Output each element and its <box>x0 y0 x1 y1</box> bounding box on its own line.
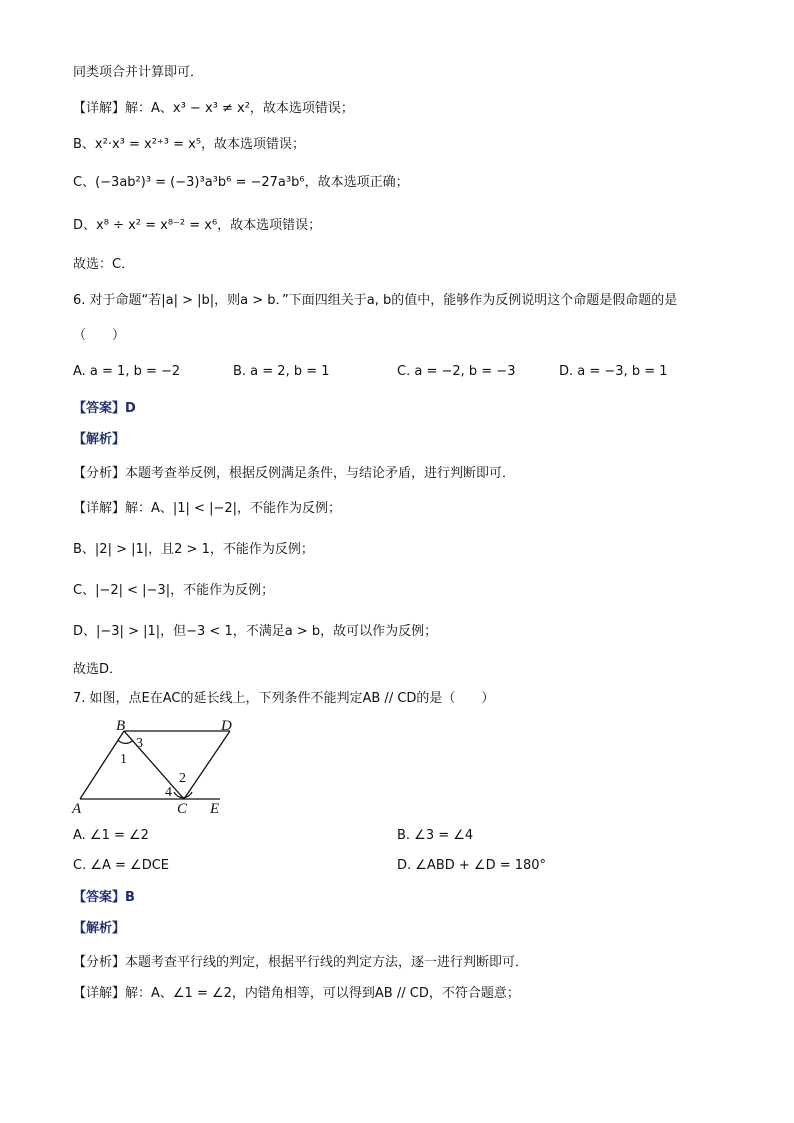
analysis-text: 【分析】本题考查举反例，根据反例满足条件，与结论矛盾，进行判断即可． <box>73 466 516 481</box>
label-c: C <box>177 801 188 816</box>
label-b: B <box>116 718 126 734</box>
detail-line: 【详解】解：A、∠1 = ∠2，内错角相等，可以得到AB // CD，不符合题意； <box>73 986 520 1001</box>
detail-line: C、|−2| < |−3|，不能作为反例； <box>73 583 275 598</box>
angle-arc-c <box>174 792 192 798</box>
option-d: D. ∠ABD + ∠D = 180° <box>397 858 547 873</box>
segment-cd <box>184 731 230 799</box>
option-d: D. a = −3, b = 1 <box>559 364 668 379</box>
option-b: B. ∠3 = ∠4 <box>397 828 474 843</box>
analysis-label: 【解析】 <box>73 921 126 936</box>
detail-line: B、|2| > |1|，且2 > 1，不能作为反例； <box>73 542 314 557</box>
option-a: A. ∠1 = ∠2 <box>73 828 149 843</box>
answer-label: 【答案】D <box>73 401 136 416</box>
detail-line: 【详解】解：A、|1| < |−2|，不能作为反例； <box>73 501 342 516</box>
question-6-bracket: （ ） <box>73 328 126 343</box>
analysis-label: 【解析】 <box>73 432 126 447</box>
parallelogram-figure <box>70 716 240 816</box>
segment-ab <box>80 731 124 799</box>
question-7: 7. 如图，点E在AC的延长线上，下列条件不能判定AB // CD的是（ ） <box>73 691 495 706</box>
option-a: A. a = 1, b = −2 <box>73 364 181 379</box>
answer-label: 【答案】B <box>73 890 135 905</box>
label-a: A <box>72 801 82 816</box>
text-line: 同类项合并计算即可． <box>73 65 204 80</box>
angle-label-1: 1 <box>120 752 127 767</box>
option-c: C. ∠A = ∠DCE <box>73 858 170 873</box>
text-line: 故选D． <box>73 662 123 677</box>
text-line: C、(−3ab²)³ = (−3)³a³b⁶ = −27a³b⁶，故本选项正确； <box>73 175 409 190</box>
analysis-text: 【分析】本题考查平行线的判定，根据平行线的判定方法，逐一进行判断即可． <box>73 955 529 970</box>
angle-label-4: 4 <box>165 785 172 800</box>
label-d: D <box>221 718 232 734</box>
angle-arc-b <box>118 740 133 743</box>
text-line: 【详解】解：A、x³ − x³ ≠ x²，故本选项错误； <box>73 101 354 116</box>
option-b: B. a = 2, b = 1 <box>233 364 330 379</box>
label-e: E <box>210 801 220 816</box>
text-line: D、x⁸ ÷ x² = x⁸⁻² = x⁶，故本选项错误； <box>73 218 322 233</box>
text-line: 故选：C． <box>73 257 135 272</box>
angle-label-3: 3 <box>136 736 143 751</box>
text-line: B、x²·x³ = x²⁺³ = x⁵，故本选项错误； <box>73 137 306 152</box>
detail-line: D、|−3| > |1|，但−3 < 1，不满足a > b，故可以作为反例； <box>73 624 438 639</box>
question-6: 6. 对于命题“若|a| > |b|，则a > b．”下面四组关于a, b的值中，能够作为反例说明这个命题是假命题的是 <box>73 293 678 308</box>
segment-bc <box>124 731 184 799</box>
option-c: C. a = −2, b = −3 <box>397 364 516 379</box>
angle-label-2: 2 <box>179 771 186 786</box>
